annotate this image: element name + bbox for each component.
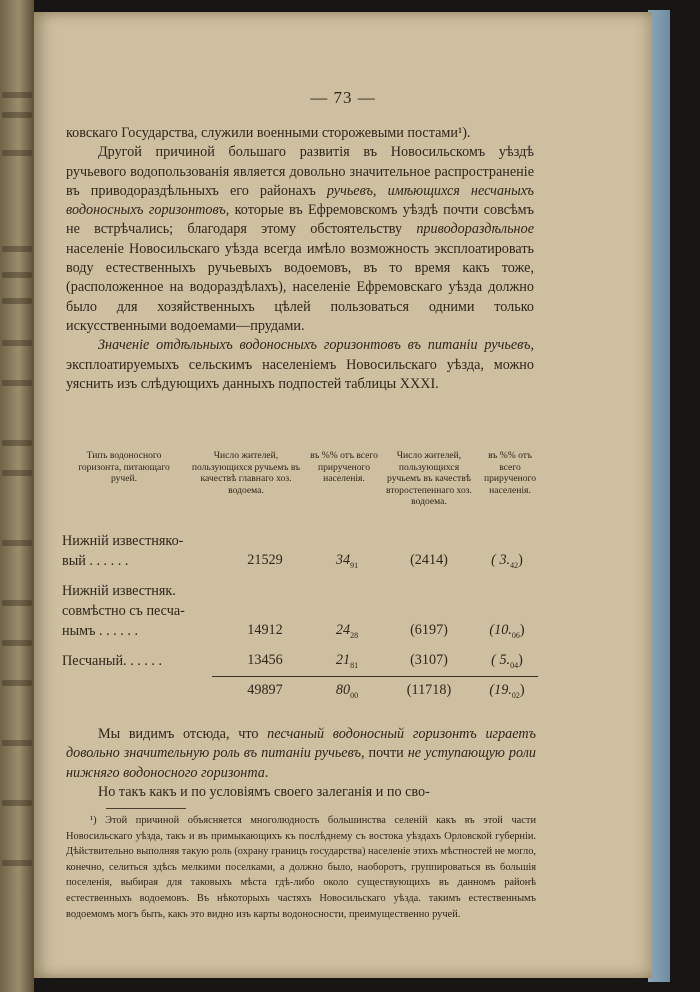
footnote: ¹) Этой причиной объясняется многолюдность большинства селеній какъ въ этой части Новосильскаго уѣзда, такъ и въ примыкающихъ къ послѣднему съ востока уѣздахъ Орловской губерніи. Дѣйствительно выполняя такую роль (охрану границъ государства) населеніе этихъ мѣстностей не могло, конечно, селиться здѣсь мелкими поселками, а должно было, наоборотъ, группироваться въ большія поселенія, выбирая для таковыхъ мѣста гдѣ-либо около существующихъ въ данномъ районѣ естественныхъ водоемовъ. Въ нѣкоторыхъ частяхъ Новосильскаго уѣзда. такимъ естественнымъ водоемомъ могъ быть, какъ это видно изъ карты водоносности, преимущественно ручей. — [66, 815, 536, 920]
table-header-secondary-residents: Число жителей, пользующихся ручьемъ въ качествѣ второстепеннаго хоз. водоема. — [386, 450, 472, 507]
table-row: Нижній известняк. совмѣстно съ песча- нымъ . . . . . . 14912 $24_{28}$ (6197) $(10._{06})$ — [62, 583, 525, 640]
total-rule — [212, 676, 538, 677]
footnote-rule — [106, 808, 186, 809]
main-text — [66, 124, 534, 394]
table-row: Нижній известняко- вый . . . . . . 21529 $34_{91}$ (2414) ( $3._{42}$) — [62, 533, 523, 570]
page-number: — 73 — — [310, 88, 376, 107]
paragraph-3: Значеніе отдѣльныхъ водоносныхъ горизонтовъ въ питаніи ручьевъ, эксплоатируемыхъ сельскимъ населеніемъ Новосильскаго уѣзда, можно уяснить изъ слѣдующихъ данныхъ подпостей таблицы XXXI. — [66, 337, 534, 392]
table-header-main-percent: въ %% отъ всего прирученого населенія. — [310, 450, 378, 484]
table-header-secondary-percent: въ %% отъ всего прирученого населенія. — [483, 450, 537, 496]
previous-page-edge — [0, 0, 34, 992]
table-total-row: 49897 $80_{00}$ (11718) $(19._{02})$ — [62, 676, 542, 696]
table-header-main-residents: Число жителей, пользующихся ручьемъ въ качествѣ главнаго хоз. водоема. — [191, 450, 301, 496]
conclusion-text — [66, 725, 536, 802]
table-row: Песчаный. . . . . . 13456 $21_{81}$ (3107) ( $5._{04}$) — [62, 652, 523, 670]
conclusion-paragraph: Мы видимъ отсюда, что песчаный водоносный горизонтъ играетъ довольно значительную роль въ питаніи ручьевъ, почти не уступающую роли нижняго водоносного горизонта. — [66, 726, 537, 781]
paragraph-2: Другой причиной большаго развитія въ Новосильскомъ уѣздѣ ручьевого водопользованія является довольно значительное распространеніе въ приводораздѣльныхъ его районахъ ручьевъ, имѣющихся несчаныхъ водоносныхъ горизонтовъ, которые въ Ефремовскомъ уѣздѣ почти совсѣмъ не встрѣчались; благодаря этому обстоятельству приводораздѣльное населеніе Новосильскаго уѣзда всегда имѣло возможность эксплоатировать воду естественныхъ ручьевыхъ водоемовъ, въ то время какъ тоже, (расположенное на водораздѣлахъ), населеніе Ефремовскаго уѣзда должно было для хозяйственныхъ цѣлей пользоваться одними только искусственными водоемами—прудами. — [66, 144, 534, 334]
paragraph-1: ковскаго Государства, служили военными сторожевыми постами¹). — [66, 125, 471, 141]
continuation-paragraph: Но такъ какъ и по условіямъ своего залеганія и по сво- — [98, 783, 430, 800]
table-header-type: Типъ водоносного горизонта, питающаго ручей. — [78, 450, 170, 484]
book-page — [34, 12, 652, 978]
